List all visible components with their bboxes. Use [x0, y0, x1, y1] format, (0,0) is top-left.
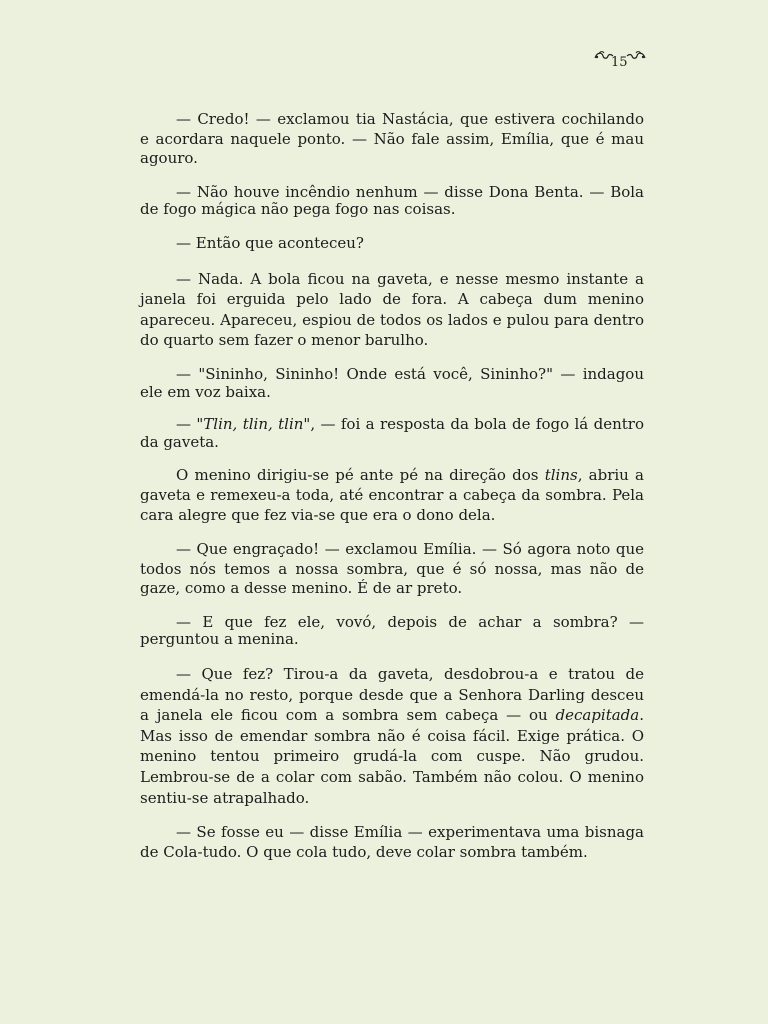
book-text-body — [140, 110, 644, 877]
paragraph: — Se fosse eu — disse Emília — experimentava uma bisnaga de Cola-tudo. O que cola tudo, deve colar sombra também. — [140, 823, 644, 861]
paragraph-rest: , — foi a resposta da bola de fogo lá dentro da gaveta. — [140, 415, 644, 451]
paragraph: — Então que aconteceu? — [176, 233, 364, 252]
emphasized-text: tlins — [544, 466, 578, 485]
paragraph-rest: , abriu a gaveta e remexeu-a toda, até encontrar a cabeça da sombra. Pela cara alegre que fez via-se que era o dono dela. — [140, 466, 644, 524]
paragraph-lead: — Que fez? Tirou-a da gaveta, desdobrou-a e tratou de emendá-la no resto, porque desde que a Senhora Darling desceu a janela ele ficou com a sombra sem cabeça — ou — [140, 665, 644, 725]
paragraph — [140, 664, 644, 808]
paragraph — [140, 466, 644, 525]
paragraph — [140, 416, 644, 451]
page-number: 15 — [611, 55, 628, 70]
paragraph: — Nada. A bola ficou na gaveta, e nesse mesmo instante a janela foi erguida pelo lado de fora. A cabeça dum menino apareceu. Apareceu, espiou de todos os lados e pulou para dentro do quarto sem fazer o menor barulho. — [140, 269, 644, 350]
emphasized-text: decapitada — [555, 706, 640, 725]
paragraph-rest: . Mas isso de emendar sombra não é coisa fácil. Exige prática. O menino tentou primeiro grudá-la com cuspe. Não grudou. Lembrou-se de a colar com sabão. Também não colou. O menino sentiu-se atrapalhado. — [140, 706, 644, 807]
floral-flourish-icon — [626, 50, 646, 62]
paragraph: — Que engraçado! — exclamou Emília. — Só agora noto que todos nós temos a nossa sombra, que é só nossa, mas não de gaze, como a desse menino. É de ar preto. — [140, 540, 644, 598]
emphasized-text: "Tlin, tlin, tlin" — [196, 415, 311, 434]
paragraph: — E que fez ele, vovó, depois de achar a sombra? — perguntou a menina. — [140, 612, 644, 649]
page-number-header — [594, 50, 646, 72]
paragraph: — Não houve incêndio nenhum — disse Dona Benta. — Bola de fogo mágica não pega fogo nas coisas. — [140, 182, 644, 219]
paragraph: — "Sininho, Sininho! Onde está você, Sininho?" — indagou ele em voz baixa. — [140, 364, 644, 401]
paragraph: — Credo! — exclamou tia Nastácia, que estivera cochilando e acordara naquele ponto. — Não fale assim, Emília, que é mau agouro. — [140, 110, 644, 168]
paragraph-lead: — — [176, 415, 197, 434]
paragraph-lead: O menino dirigiu-se pé ante pé na direção dos — [176, 466, 545, 485]
